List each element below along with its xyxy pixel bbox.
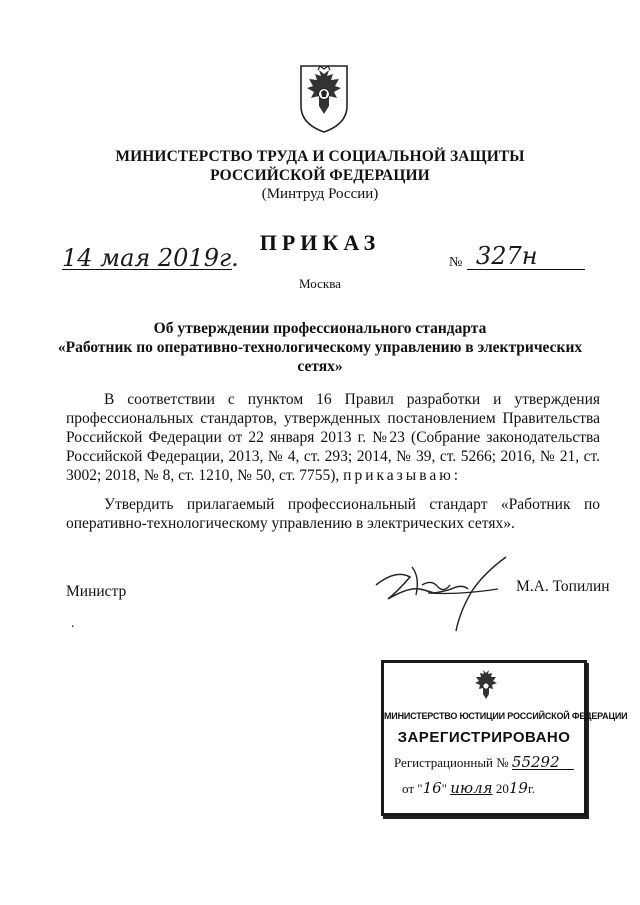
stamp-registration-number: 55292 bbox=[511, 753, 560, 771]
subject-line2: «Работник по оперативно-технологическому управлению в электрических bbox=[57, 339, 583, 356]
stray-mark: . bbox=[71, 616, 75, 631]
stamp-date-day: 16 bbox=[422, 779, 442, 797]
order-title: ПРИКАЗ bbox=[259, 230, 381, 255]
body-paragraph-2: Утвердить прилагаемый профессиональный стандарт «Работник по оперативно-технологическому управлению в электрических сетях». bbox=[66, 496, 600, 532]
coat-of-arms-emblem bbox=[297, 62, 351, 134]
stamp-date-month: июля bbox=[450, 779, 493, 797]
order-city: Москва bbox=[299, 276, 341, 291]
handwritten-signature bbox=[368, 547, 518, 633]
order-number-underline bbox=[467, 269, 585, 270]
order-number-handwritten: 327н bbox=[476, 242, 538, 270]
stamp-date-year: 19 bbox=[508, 779, 528, 797]
stamp-date-year-prefix: 20 bbox=[495, 781, 509, 796]
stamp-date-mid: " bbox=[441, 781, 447, 796]
ministry-name-line2: РОССИЙСКОЙ ФЕДЕРАЦИИ bbox=[210, 167, 430, 184]
stamp-date-prefix: от " bbox=[402, 781, 423, 796]
body-paragraph-1-decree: приказываю: bbox=[343, 467, 462, 484]
stamp-number-underline bbox=[512, 769, 574, 770]
ministry-short-name: (Минтруд России) bbox=[261, 186, 379, 202]
order-number-label: № bbox=[449, 255, 463, 270]
subject-line3: сетях» bbox=[297, 358, 343, 375]
minister-title: Министр bbox=[66, 583, 127, 600]
stamp-emblem bbox=[471, 667, 501, 707]
body-paragraph-1 bbox=[66, 390, 600, 485]
body-paragraph-1-text: В соответствии с пунктом 16 Правил разработки и утверждения профессиональных стандартов, утвержденных постановлением Правительства Российской Федерации от 22 января 2013 г. №23 (Собрание законодательства Российской Федерации, 2013, № 4, ст. 293; 2014, № 39, ст. 5266; 2016, № 21, ст. 3002; 2018, № 8, ст. 1210, № 50, ст. 7755), bbox=[66, 391, 600, 484]
registration-stamp bbox=[381, 660, 628, 816]
order-date-underline bbox=[62, 269, 232, 270]
stamp-date-row bbox=[402, 779, 535, 797]
stamp-date-suffix: г. bbox=[527, 781, 536, 796]
stamp-ministry-name: МИНИСТЕРСТВО ЮСТИЦИИ РОССИЙСКОЙ ФЕДЕРАЦИИ bbox=[384, 711, 628, 721]
minister-name: М.А. Топилин bbox=[516, 578, 610, 595]
subject-line1: Об утверждении профессионального стандарта bbox=[153, 320, 487, 337]
ministry-name-line1: МИНИСТЕРСТВО ТРУДА И СОЦИАЛЬНОЙ ЗАЩИТЫ bbox=[115, 148, 525, 165]
order-date-handwritten: 14 мая 2019г. bbox=[62, 244, 239, 272]
stamp-registered: ЗАРЕГИСТРИРОВАНО bbox=[397, 729, 571, 746]
stamp-registration-label: Регистрационный № bbox=[394, 755, 509, 770]
